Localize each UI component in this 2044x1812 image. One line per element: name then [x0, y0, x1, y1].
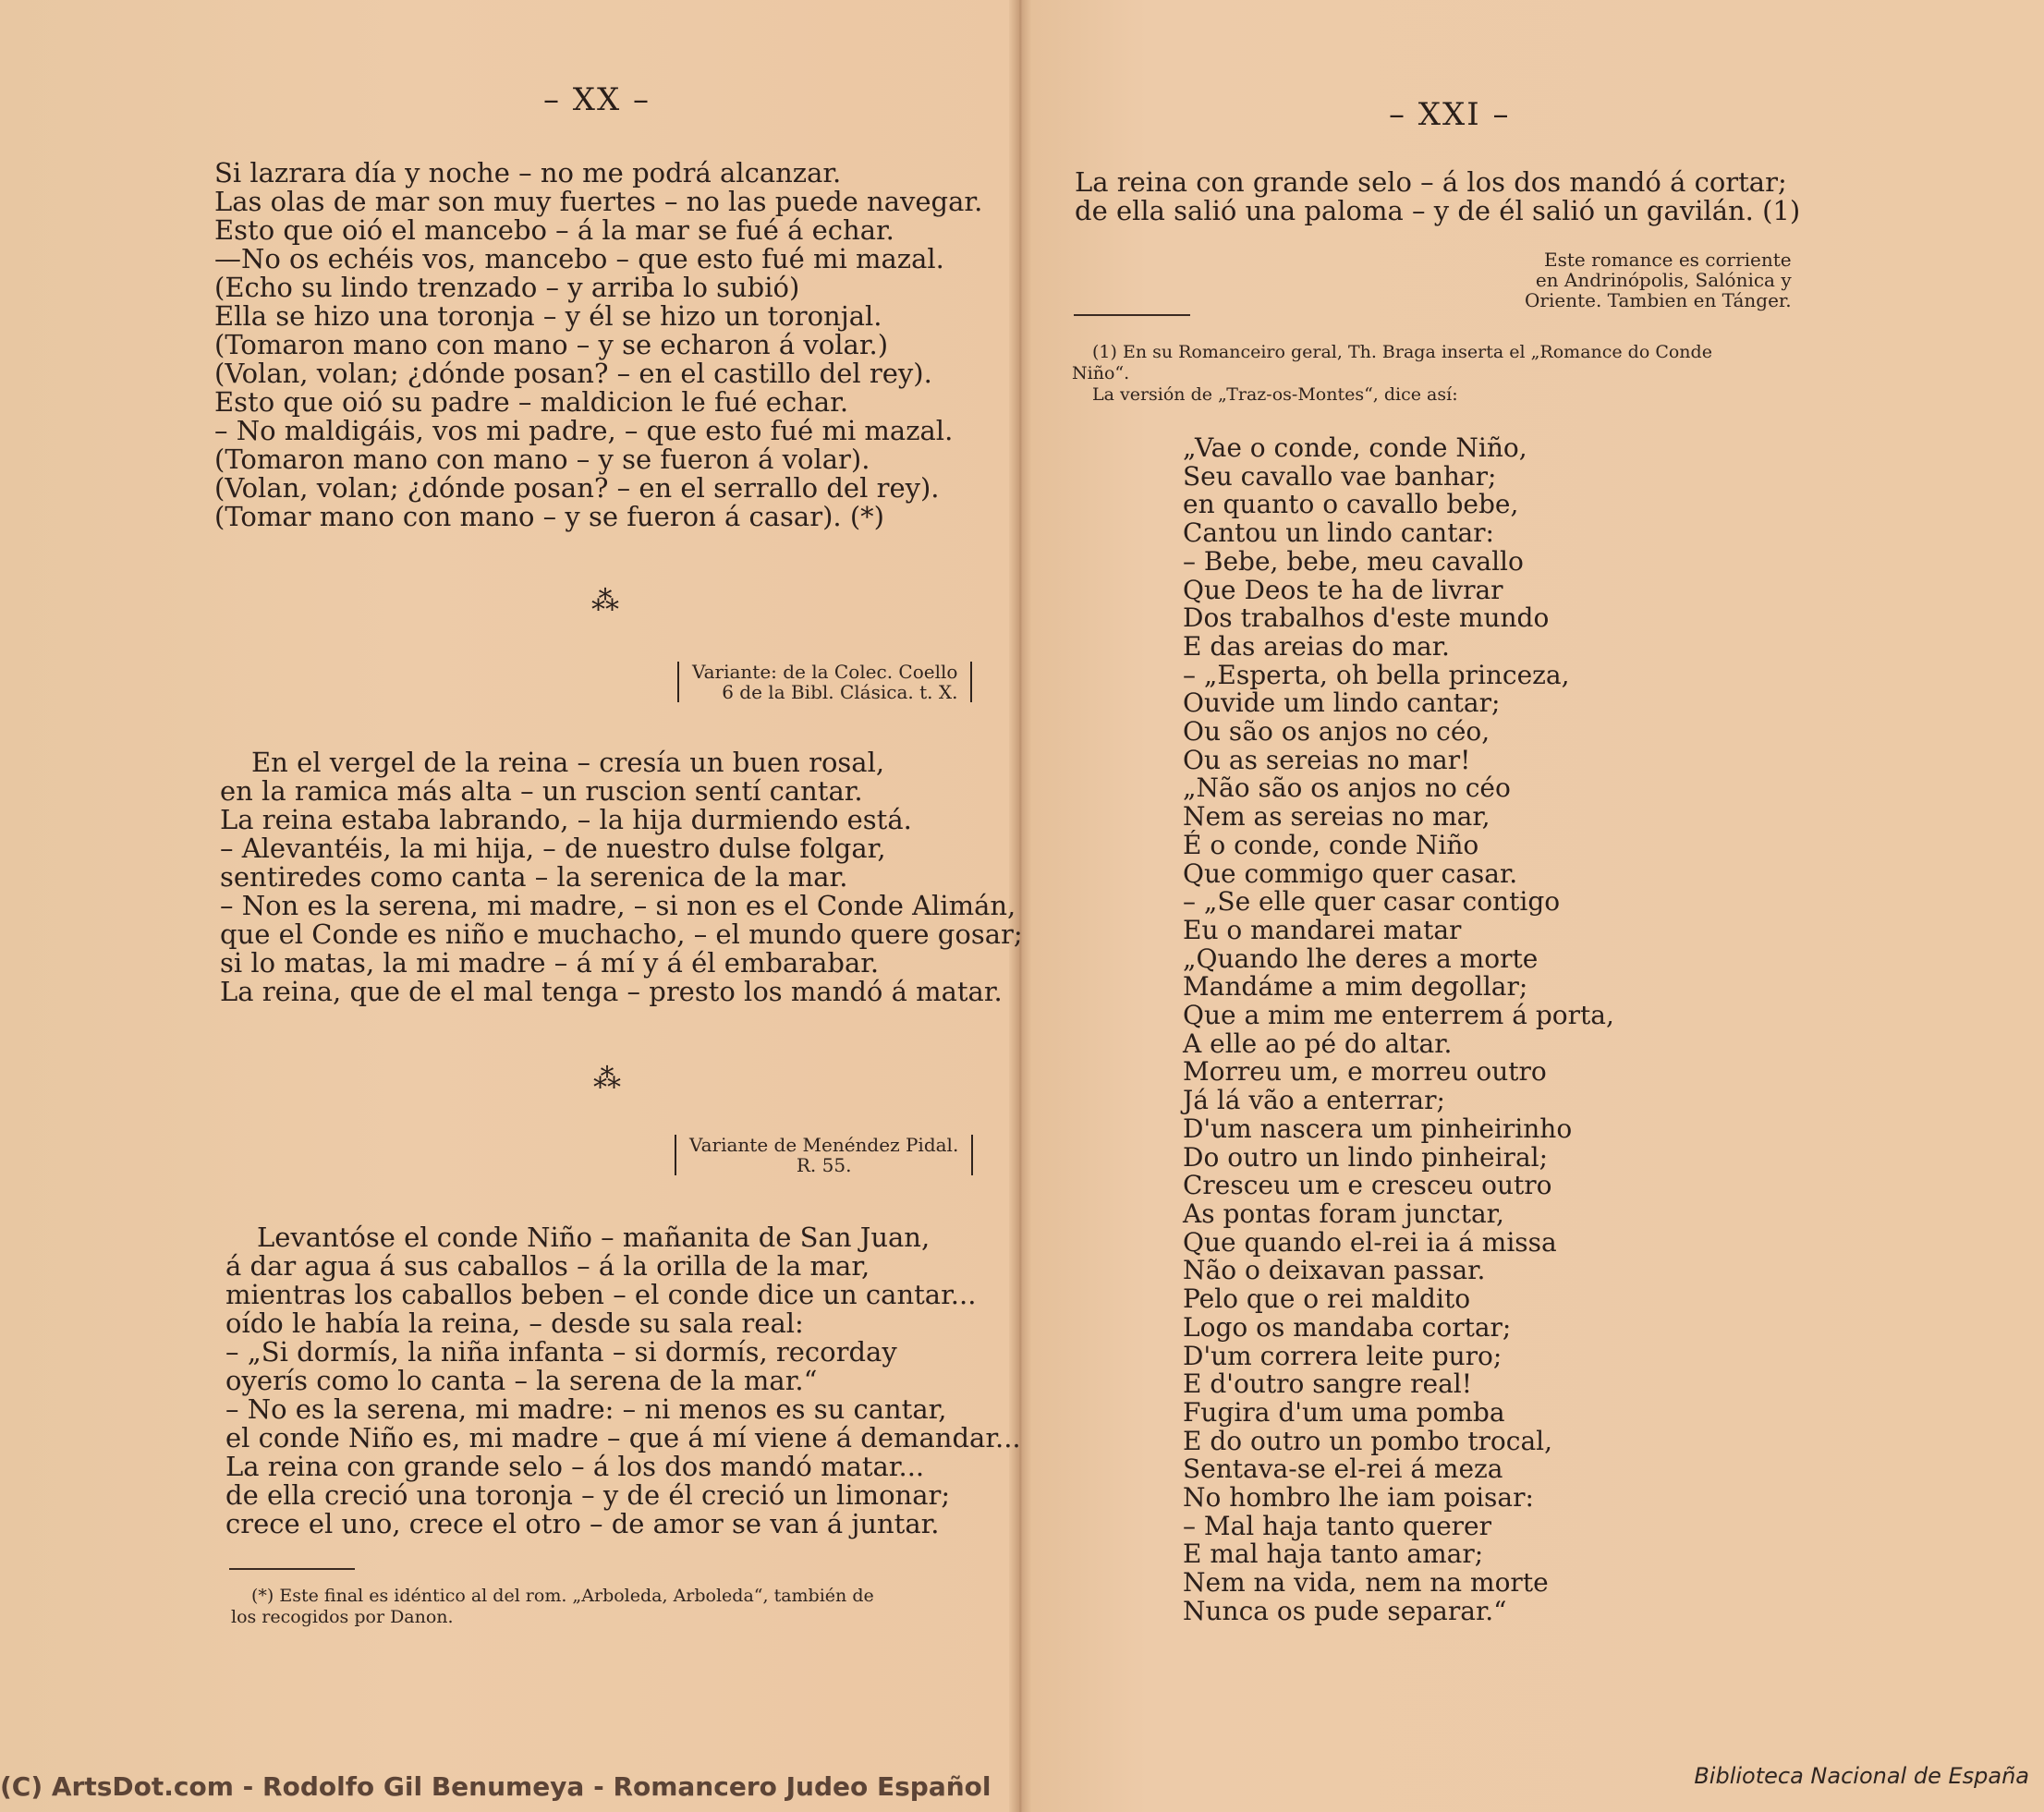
verse-line: de ella salió una paloma – y de él salió un gavilán. (1) [1075, 195, 1801, 226]
verse-line: Ou são os anjos no céo, [1183, 716, 1490, 748]
verse-line: La reina estaba labrando, – la hija durmiendo está. [220, 804, 912, 835]
verse-line: Fugira d'um uma pomba [1183, 1396, 1505, 1428]
verse-line: Esto que oió el mancebo – á la mar se fué á echar. [214, 214, 894, 246]
verse-line: que el Conde es niño e muchacho, – el mundo quere gosar; [220, 918, 1023, 950]
verse-line: É o conde, conde Niño [1183, 829, 1479, 860]
verse-line: Nem na vida, nem na morte [1183, 1567, 1549, 1599]
verse-line: á dar agua á sus caballos – á la orilla de la mar, [225, 1250, 870, 1282]
verse-line: Morreu um, e morreu outro [1183, 1056, 1547, 1088]
verse-line: „Não são os anjos no céo [1183, 772, 1511, 804]
verse-line: Logo os mandaba cortar; [1183, 1311, 1512, 1343]
verse-line: (Volan, volan; ¿dónde posan? – en el serrallo del rey). [214, 472, 940, 504]
verse-line: oído le había la reina, – desde su sala real: [225, 1307, 804, 1339]
verse-line: – No maldigáis, vos mi padre, – que esto fué mi mazal. [214, 415, 954, 446]
verse-line: – „Si dormís, la niña infanta – si dormís, recorday [225, 1336, 897, 1368]
verse-line: A elle ao pé do altar. [1183, 1028, 1453, 1059]
verse-line: mientras los caballos beben – el conde dice un cantar... [225, 1279, 977, 1310]
verse-line: Nem as sereias no mar, [1183, 801, 1490, 833]
verse-line: Ouvide um lindo cantar; [1183, 687, 1501, 719]
right-footnote: (1) En su Romanceiro geral, Th. Braga inserta el „Romance do Conde Niño“. La versión de „Traz-os-Montes“, dice así: [1072, 342, 1712, 405]
left-stanza-1 [214, 159, 982, 531]
verse-line: E d'outro sangre real! [1183, 1368, 1472, 1400]
verse-line: Mandáme a mim degollar; [1183, 971, 1528, 1003]
verse-line: – No es la serena, mi madre: – ni menos es su cantar, [225, 1393, 947, 1425]
verse-line: (Echo su lindo trenzado – y arriba lo subió) [214, 272, 800, 303]
verse-line: Pelo que o rei maldito [1183, 1283, 1471, 1315]
right-footnote-rule [1074, 314, 1190, 316]
verse-line: – Non es la serena, mi madre, – si non es el Conde Alimán, [220, 890, 1016, 921]
left-footnote: (*) Este final es idéntico al del rom. „Arboleda, Arboleda“, también de los recogidos por Danon. [231, 1586, 874, 1627]
variant-note-2: Variante de Menéndez Pidal. R. 55. [675, 1135, 973, 1175]
source-note: Este romance es corriente en Andrinópolis, Salónica y Oriente. Tambien en Tánger. [1525, 249, 1792, 311]
verse-line: – „Esperta, oh bella princeza, [1183, 659, 1570, 690]
verse-line: – „Se elle quer casar contigo [1183, 886, 1561, 918]
verse-line: No hombro lhe iam poisar: [1183, 1482, 1534, 1514]
verse-line: Já lá vão a enterrar; [1183, 1085, 1445, 1116]
asterism-1: ⁂ [591, 585, 619, 617]
verse-line: – Bebe, bebe, meu cavallo [1183, 545, 1524, 577]
asterism-2: ⁂ [593, 1063, 621, 1095]
verse-line: Que commigo quer casar. [1183, 857, 1518, 889]
verse-line: sentiredes como canta – la serenica de la mar. [220, 861, 848, 893]
verse-line: Si lazrara día y noche – no me podrá alcanzar. [214, 157, 842, 188]
verse-line: Dos trabalhos d'este mundo [1183, 602, 1550, 634]
left-page-number: – XX – [543, 81, 651, 118]
verse-line: Cantou un lindo cantar: [1183, 517, 1494, 549]
verse-line: E das areias do mar. [1183, 630, 1450, 662]
portuguese-verse [1183, 434, 1614, 1626]
left-stanza-3 [225, 1223, 1021, 1538]
library-caption: Biblioteca Nacional de España [1694, 1763, 2029, 1789]
verse-line: Que quando el-rei ia á missa [1183, 1226, 1557, 1258]
verse-line: – Alevantéis, la mi hija, – de nuestro dulse folgar, [220, 833, 886, 864]
verse-line: Las olas de mar son muy fuertes – no las puede navegar. [214, 186, 983, 217]
verse-line: Seu cavallo vae banhar; [1183, 460, 1497, 492]
verse-line: Do outro un lindo pinheiral; [1183, 1141, 1549, 1173]
verse-line: D'um correra leite puro; [1183, 1340, 1503, 1371]
verse-line: Nunca os pude separar.“ [1183, 1595, 1507, 1626]
verse-line: As pontas foram junctar, [1183, 1198, 1504, 1229]
verse-line: —No os echéis vos, mancebo – que esto fué mi mazal. [214, 243, 944, 274]
left-stanza-2 [220, 748, 1023, 1006]
verse-line: „Vae o conde, conde Niño, [1183, 432, 1527, 463]
verse-line: (Tomaron mano con mano – y se fueron á volar). [214, 444, 870, 475]
verse-line: Não o deixavan passar. [1183, 1255, 1486, 1286]
verse-line: Esto que oió su padre – maldicion le fué echar. [214, 386, 849, 418]
verse-line: (Tomar mano con mano – y se fueron á casar). (*) [214, 501, 884, 532]
verse-line: en quanto o cavallo bebe, [1183, 489, 1519, 520]
verse-line: E do outro un pombo trocal, [1183, 1425, 1553, 1456]
verse-line: en la ramica más alta – un ruscion sentí cantar. [220, 775, 863, 807]
verse-line: La reina con grande selo – á los dos mandó matar... [225, 1451, 925, 1482]
copyright-caption: (C) ArtsDot.com - Rodolfo Gil Benumeya - Romancero Judeo Español [0, 1771, 992, 1802]
verse-line: La reina, que de el mal tenga – presto los mandó á matar. [220, 976, 1003, 1007]
verse-line: Cresceu um e cresceu outro [1183, 1170, 1552, 1201]
verse-line: „Quando lhe deres a morte [1183, 942, 1539, 974]
verse-line: de ella creció una toronja – y de él creció un limonar; [225, 1479, 951, 1511]
verse-line: (Volan, volan; ¿dónde posan? – en el castillo del rey). [214, 358, 932, 389]
verse-line: Que a mim me enterrem á porta, [1183, 1000, 1614, 1031]
verse-line: E mal haja tanto amar; [1183, 1538, 1484, 1570]
verse-line: La reina con grande selo – á los dos mandó á cortar; [1075, 166, 1787, 198]
verse-line: – Mal haja tanto querer [1183, 1510, 1491, 1541]
right-stanza-1 [1075, 168, 1800, 225]
right-page-number: – XXI – [1389, 96, 1511, 133]
variant-note-1: Variante: de la Colec. Coello 6 de la Bibl. Clásica. t. X. [677, 662, 972, 702]
verse-line: Eu o mandarei matar [1183, 914, 1462, 945]
verse-line: si lo matas, la mi madre – á mí y á él embarabar. [220, 947, 880, 979]
verse-line: Levantóse el conde Niño – mañanita de San Juan, [257, 1222, 931, 1253]
verse-line: En el vergel de la reina – cresía un buen rosal, [251, 747, 885, 778]
verse-line: D'um nascera um pinheirinho [1183, 1113, 1573, 1144]
verse-line: Sentava-se el-rei á meza [1183, 1453, 1503, 1485]
verse-line: Ella se hizo una toronja – y él se hizo un toronjal. [214, 300, 882, 332]
verse-line: crece el uno, crece el otro – de amor se van á juntar. [225, 1508, 940, 1539]
verse-line: (Tomaron mano con mano – y se echaron á volar.) [214, 329, 889, 360]
verse-line: Ou as sereias no mar! [1183, 744, 1471, 775]
left-footnote-rule [229, 1568, 355, 1570]
verse-line: el conde Niño es, mi madre – que á mí viene á demandar... [225, 1422, 1021, 1453]
verse-line: Que Deos te ha de livrar [1183, 574, 1503, 605]
verse-line: oyerís como lo canta – la serena de la mar.“ [225, 1365, 818, 1396]
